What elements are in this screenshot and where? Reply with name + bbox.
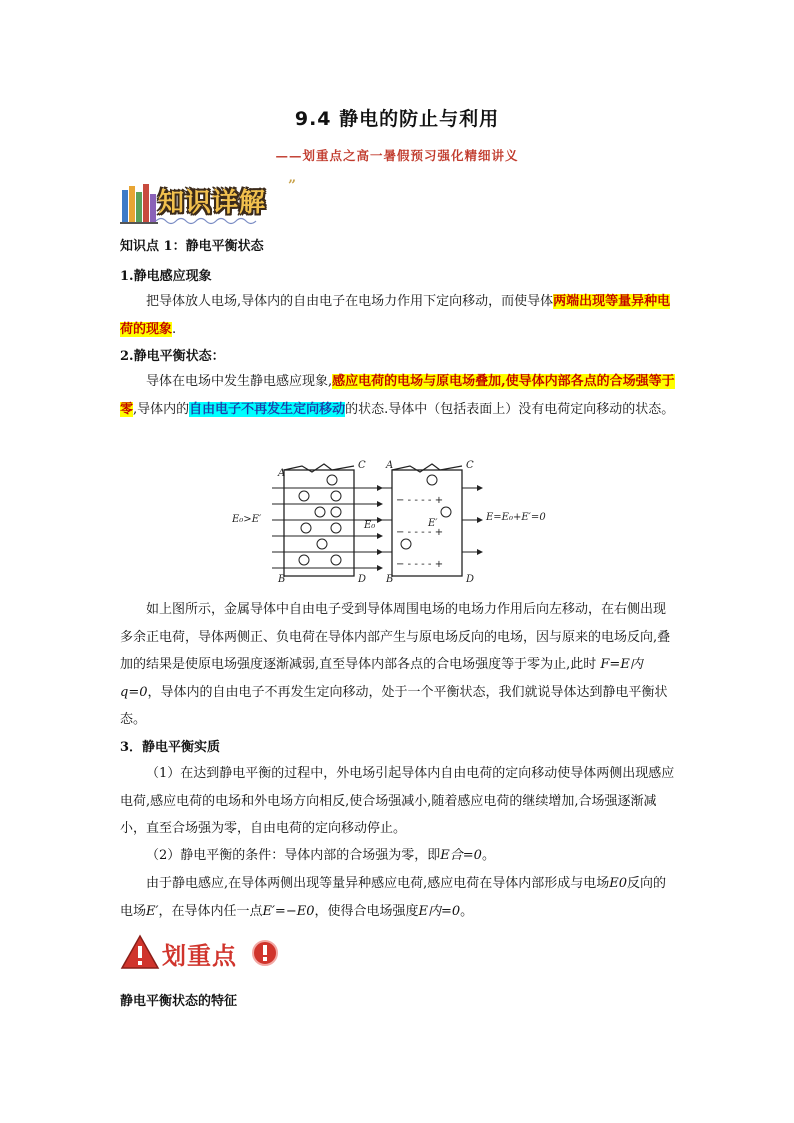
explain-text-a: 如上图所示，金属导体中自由电子受到导体周围电场的电场力作用后向左移动，在右侧出现多余正电荷，导体两侧正、负电荷在导体内部产生与原电场反向的电场，因与原来的电场反向,叠加的结果是使原电场强度逐渐减弱,直至导体内部各点的合电场强度等于零为止,此时	[120, 602, 671, 672]
last-heading: 静电平衡状态的特征	[120, 994, 238, 1009]
label-c-left: C	[358, 460, 366, 471]
s2-heading: 2.静电平衡状态：	[120, 349, 225, 364]
banner-underline-icon	[156, 216, 336, 226]
banner-text: 知识详解	[158, 188, 267, 218]
svg-text:− - - - - +: − - - - - +	[396, 495, 444, 506]
s3-p3	[120, 870, 676, 925]
s3-p1: （1）在达到静电平衡的过程中，外电场引起导体内自由电荷的定向移动使导体两侧出现感应电荷,感应电荷的电场和外电场方向相反,使合场强减小,随着感应电荷的继续增加,合场强逐渐减小，直至合场强为零，自由电荷的定向移动停止。	[120, 766, 675, 836]
label-cond2: E=E₀+E′=0	[486, 512, 546, 523]
s1-text-b: .	[172, 321, 177, 337]
knowledge-banner	[120, 178, 300, 224]
s3-p3-a: 由于静电感应,在导体两侧出现等量异种感应电荷,感应电荷在导体内部形成与电场	[146, 876, 610, 891]
s3-heading: 3．静电平衡实质	[120, 740, 221, 755]
s2-text-c: 的状态.导体中（包括表面上）没有电荷定向移动的状态。	[345, 401, 675, 417]
s2-highlight-2: 自由电子不再发生定向移动	[189, 401, 346, 417]
label-d-right: D	[466, 574, 475, 585]
s3-p3-c: ，在导体内任一点	[158, 903, 263, 919]
quote-mark-icon: ”	[288, 178, 297, 194]
s3-p2-formula: E合=0	[440, 848, 482, 863]
s3-p3-ep: E′	[146, 903, 159, 919]
s3-p3-b: 反向的电场	[120, 876, 667, 919]
explain-text-b: ，导体内的自由电子不再发生定向移动，处于一个平衡状态，我们就说导体达到静电平衡状态。	[120, 684, 668, 727]
warning-triangle-icon	[120, 934, 160, 970]
s2-paragraph	[120, 368, 676, 423]
label-ep: E′	[428, 518, 438, 529]
exclamation-circle-icon	[250, 938, 280, 968]
page-subtitle: ——划重点之高一暑假预习强化精细讲义	[275, 148, 519, 163]
s1-paragraph	[120, 288, 676, 343]
s2-highlight-1: 感应电荷的电场与原电场叠加,使导体内部各点的合场强等于零	[120, 374, 675, 417]
label-a-right: A	[386, 460, 394, 471]
label-b-right: B	[386, 574, 394, 585]
explain-formula: F=E内q=0	[120, 657, 643, 700]
s1-highlight: 两端出现等量异种电荷的现象	[120, 294, 671, 337]
kp1-heading: 知识点 1：静电平衡状态	[120, 239, 264, 254]
label-b: B	[278, 574, 286, 585]
page-title: 9.4 静电的防止与利用	[294, 108, 500, 130]
label-a: A	[278, 468, 286, 479]
s3-p2-a: （2）静电平衡的条件：导体内部的合场强为零，即	[146, 848, 441, 863]
s3-p3-ein: E内=0	[418, 903, 461, 919]
books-icon	[120, 180, 160, 224]
s1-heading: 1.静电感应现象	[120, 269, 212, 284]
s3-p3-d: ，使得合电场强度	[314, 903, 419, 919]
label-c-right: C	[466, 460, 474, 471]
s2-text-b: ,导体内的	[133, 401, 190, 417]
key-point-text: 划重点	[162, 942, 237, 970]
electrostatic-figure	[232, 458, 592, 588]
label-cond1: E₀>E′	[232, 514, 262, 525]
label-d-left: D	[358, 574, 367, 585]
svg-text:− - - - - +: − - - - - +	[396, 559, 444, 570]
label-e0: E₀	[364, 520, 376, 531]
key-point-banner	[120, 934, 300, 974]
s2-text-a: 导体在电场中发生静电感应现象,	[146, 374, 333, 389]
s3-p3-e: 。	[460, 903, 474, 919]
s3-p3-eq: E′=−E0	[262, 903, 315, 919]
explain-paragraph	[120, 596, 676, 734]
s1-text-a: 把导体放人电场,导体内的自由电子在电场力作用下定向移动，而使导体	[146, 294, 554, 309]
s3-p2	[120, 842, 676, 870]
s3-p3-e0: E0	[609, 876, 628, 891]
s3-p2-b: 。	[481, 848, 495, 863]
svg-text:− - - - - +: − - - - - +	[396, 527, 444, 538]
